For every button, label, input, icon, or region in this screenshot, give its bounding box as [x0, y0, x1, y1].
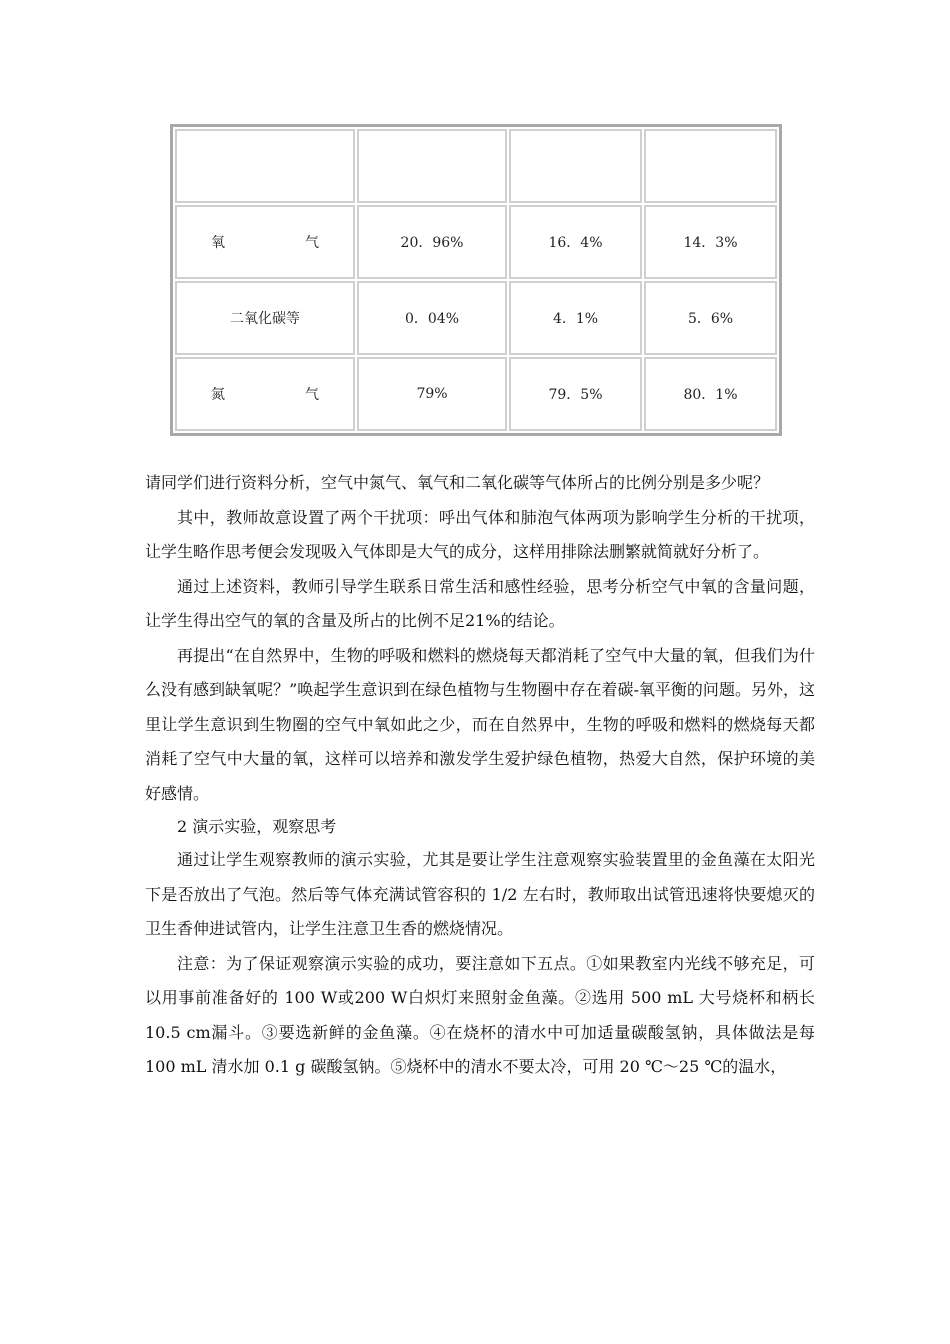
table-header-cell: [644, 129, 777, 203]
table-row: [175, 205, 777, 279]
table-cell: 80．1%: [644, 357, 777, 431]
table-cell: 4．1%: [509, 281, 642, 355]
gas-composition-table: [170, 124, 782, 436]
table-cell: 79%: [357, 357, 507, 431]
table-cell: 79．5%: [509, 357, 642, 431]
row-label-nitrogen: 氮 气: [175, 357, 355, 431]
table-cell: 0．04%: [357, 281, 507, 355]
paragraph: 注意：为了保证观察演示实验的成功，要注意如下五点。①如果教室内光线不够充足，可以用事前准备好的 100 W或200 W白炽灯来照射金鱼藻。②选用 500 mL 大号烧杯和柄长 10.5 cm漏斗。③要选新鲜的金鱼藻。④在烧杯的清水中可加适量碳酸氢钠，具体做法是每 100 mL 清水加 0.1 g 碳酸氢钠。⑤烧杯中的清水不要太冷，可用 20 ℃～25 ℃的温水，: [145, 953, 815, 1076]
section-heading: 2 演示实验，观察思考: [177, 817, 337, 836]
table-cell: 5．6%: [644, 281, 777, 355]
paragraph: 请同学们进行资料分析，空气中氮气、氧气和二氧化碳等气体所占的比例分别是多少呢？: [145, 473, 770, 492]
row-label-co2: 二氧化碳等: [175, 281, 355, 355]
row-label-oxygen: 氧 气: [175, 205, 355, 279]
table-header-row: [175, 129, 777, 203]
body-text: [145, 466, 815, 1085]
table-cell: 20．96%: [357, 205, 507, 279]
paragraph: 再提出“在自然界中，生物的呼吸和燃料的燃烧每天都消耗了空气中大量的氧，但我们为什么没有感到缺氧呢？”唤起学生意识到在绿色植物与生物圈中存在着碳-氧平衡的问题。另外，这里让学生意识到生物圈的空气中氧如此之少，而在自然界中，生物的呼吸和燃料的燃烧每天都消耗了空气中大量的氧，这样可以培养和激发学生爱护绿色植物，热爱大自然，保护环境的美好感情。: [145, 645, 815, 803]
table-header-cell: [509, 129, 642, 203]
table-row: [175, 357, 777, 431]
paragraph: 其中，教师故意设置了两个干扰项：呼出气体和肺泡气体两项为影响学生分析的干扰项，让学生略作思考便会发现吸入气体即是大气的成分，这样用排除法删繁就简就好分析了。: [145, 507, 815, 561]
table-header-cell: [175, 129, 355, 203]
table-cell: 16．4%: [509, 205, 642, 279]
table-header-cell: [357, 129, 507, 203]
paragraph: 通过让学生观察教师的演示实验，尤其是要让学生注意观察实验装置里的金鱼藻在太阳光下是否放出了气泡。然后等气体充满试管容积的 1/2 左右时，教师取出试管迅速将快要熄灭的卫生香伸进试管内，让学生注意卫生香的燃烧情况。: [145, 850, 815, 938]
table-cell: 14．3%: [644, 205, 777, 279]
paragraph: 通过上述资料，教师引导学生联系日常生活和感性经验，思考分析空气中氧的含量问题，让学生得出空气的氧的含量及所占的比例不足21%的结论。: [145, 576, 815, 630]
table-row: [175, 281, 777, 355]
